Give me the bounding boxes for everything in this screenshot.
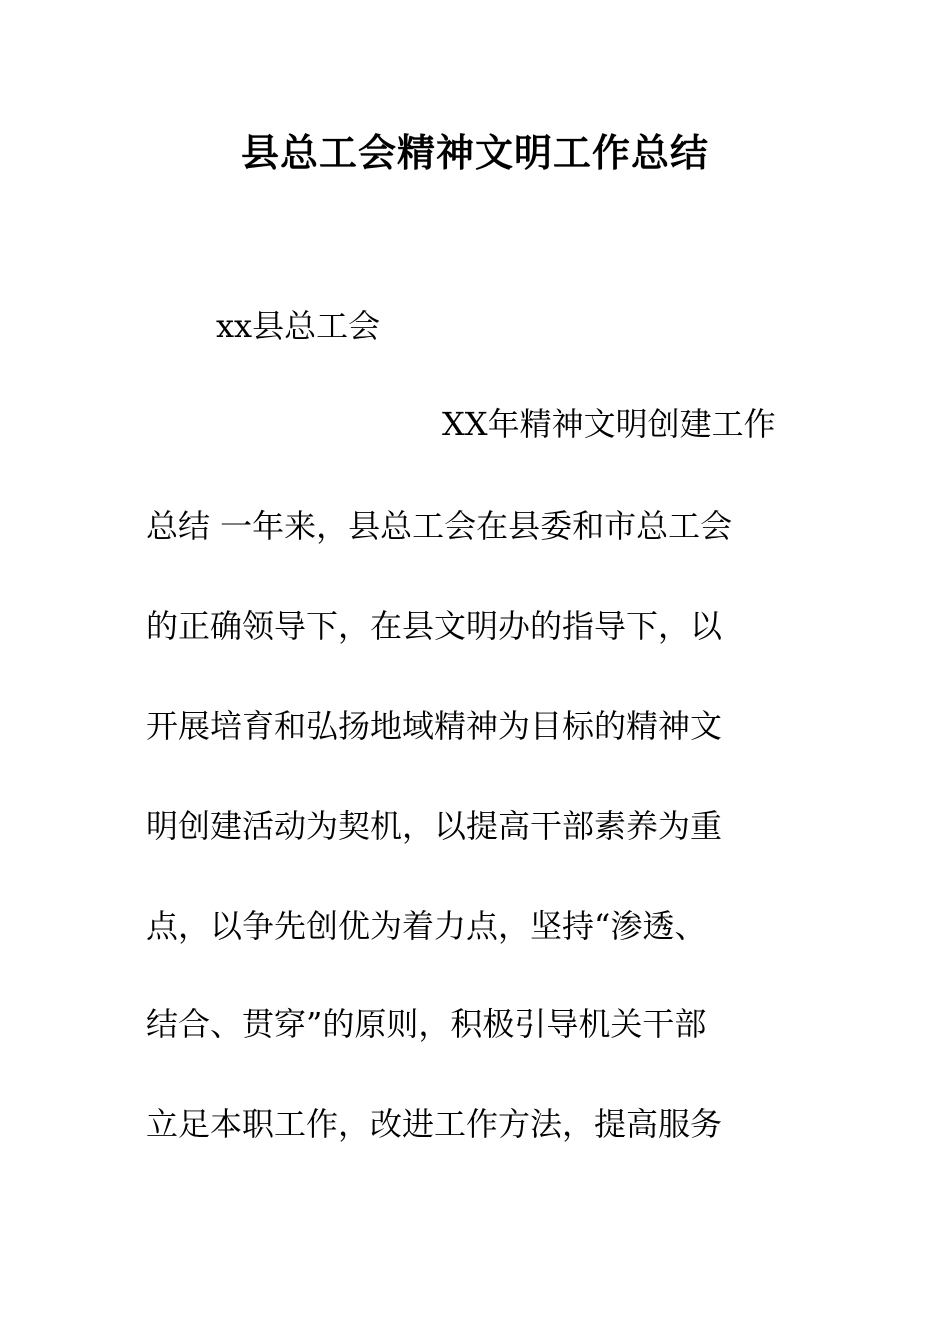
report-subtitle: XX年精神文明创建工作 bbox=[442, 405, 776, 443]
body-text-line: 的正确领导下，在县文明办的指导下，以 bbox=[146, 607, 723, 645]
document-title: 县总工会精神文明工作总结 bbox=[240, 131, 709, 175]
body-text-line: 点，以争先创优为着力点，坚持“渗透、 bbox=[146, 907, 707, 945]
organization-name: xx县总工会 bbox=[216, 307, 381, 345]
body-text-line: 结合、贯穿”的原则，积极引导机关干部 bbox=[146, 1005, 707, 1043]
body-text-line: 明创建活动为契机，以提高干部素养为重 bbox=[146, 807, 723, 845]
body-text-line: 总结 一年来，县总工会在县委和市总工会 bbox=[146, 507, 733, 545]
body-text-line: 开展培育和弘扬地域精神为目标的精神文 bbox=[146, 707, 723, 745]
body-text-line: 立足本职工作，改进工作方法，提高服务 bbox=[146, 1105, 723, 1143]
